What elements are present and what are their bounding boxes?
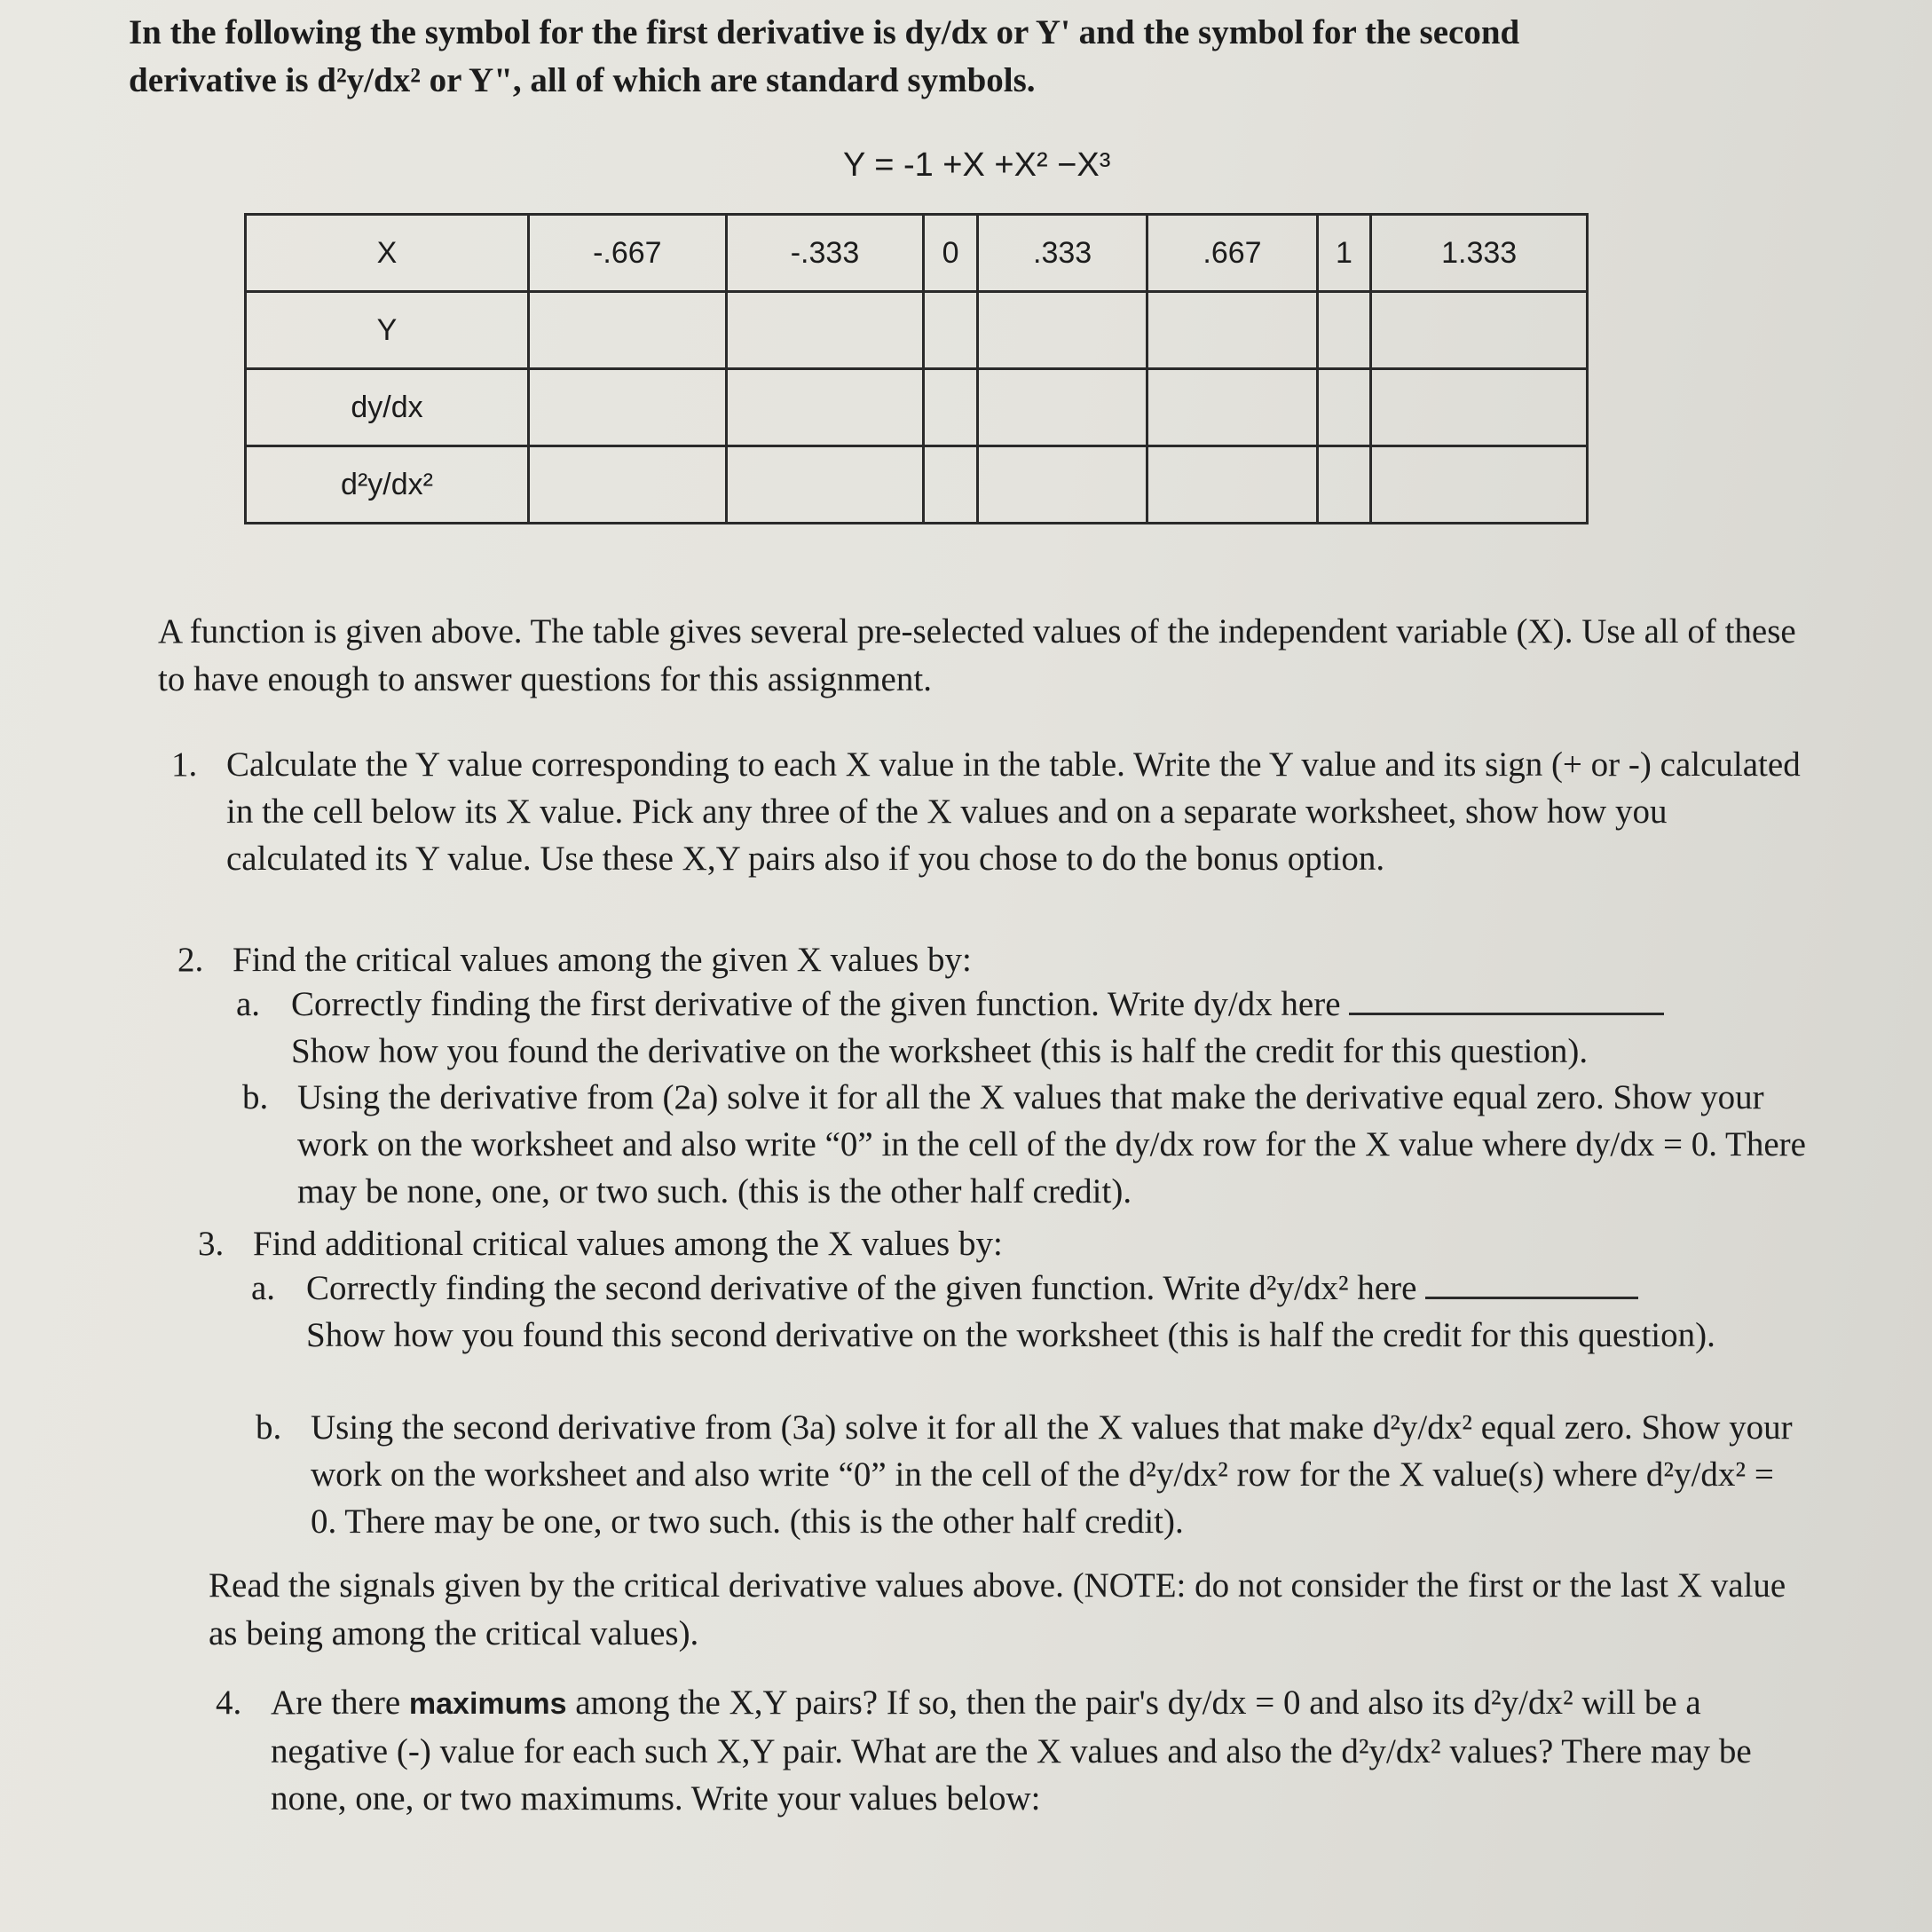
empty-cell[interactable]: [726, 446, 924, 524]
question-3a: [251, 1265, 1806, 1359]
question-number: 4.: [216, 1684, 242, 1722]
x-value-cell: .333: [977, 215, 1147, 292]
x-value-cell: -.333: [726, 215, 924, 292]
question-3b: [256, 1404, 1802, 1545]
sub-label: a.: [251, 1269, 276, 1307]
question-number: 2.: [177, 941, 204, 979]
empty-cell[interactable]: [977, 369, 1147, 446]
empty-cell[interactable]: [726, 369, 924, 446]
intro-line-2: derivative is d²y/dx² or Y", all of which are standard symbols.: [129, 61, 1036, 99]
empty-cell[interactable]: [529, 292, 727, 369]
empty-cell[interactable]: [924, 292, 978, 369]
question-2b: [242, 1074, 1806, 1215]
instructions-paragraph: A function is given above. The table gives several pre-selected values of the independent variable (X). Use all of these to have enough to answer questions for this assignment.: [158, 612, 1796, 698]
empty-cell[interactable]: [977, 292, 1147, 369]
row-label-d2ydx2: d²y/dx²: [246, 446, 529, 524]
question-2a: [236, 981, 1818, 1075]
question-text: Using the second derivative from (3a) solve it for all the X values that make d²y/dx² equal zero. Show your work on the worksheet and also write “0” in the cell of the d²y/dx² row for the X value(s) where d²y/dx² = 0. There may be one, or two such. (this is the other half credit).: [311, 1408, 1793, 1541]
question-text: Find the critical values among the given X values by:: [233, 941, 972, 979]
empty-cell[interactable]: [924, 369, 978, 446]
question-text-pre: Are there: [271, 1684, 401, 1722]
sub-label: b.: [242, 1078, 269, 1116]
question-2: [177, 936, 1821, 983]
question-text-2: Show how you found the derivative on the worksheet (this is half the credit for this question).: [291, 1032, 1589, 1070]
empty-cell[interactable]: [529, 446, 727, 524]
x-value-cell: 1.333: [1371, 215, 1588, 292]
sub-label: b.: [256, 1408, 282, 1447]
empty-cell[interactable]: [1371, 446, 1588, 524]
empty-cell[interactable]: [529, 369, 727, 446]
table-row-d2ydx2: [246, 446, 1588, 524]
empty-cell[interactable]: [726, 292, 924, 369]
empty-cell[interactable]: [1147, 369, 1317, 446]
empty-cell[interactable]: [1317, 369, 1371, 446]
question-text: Calculate the Y value corresponding to each X value in the table. Write the Y value and its sign (+ or -) calculated in the cell below its X value. Pick any three of the X values and on a separate worksheet, show how you calculated its Y value. Use these X,Y pairs also if you chose to do the bonus option.: [226, 745, 1801, 878]
x-value-cell: .667: [1147, 215, 1317, 292]
empty-cell[interactable]: [1371, 292, 1588, 369]
empty-cell[interactable]: [924, 446, 978, 524]
row-label-y: Y: [246, 292, 529, 369]
table-row-dydx: [246, 369, 1588, 446]
question-text: Correctly finding the second derivative of the given function. Write d²y/dx² here: [306, 1269, 1417, 1307]
row-label-dydx: dy/dx: [246, 369, 529, 446]
intro-line-1: In the following the symbol for the first derivative is dy/dx or Y' and the symbol for the second: [129, 13, 1520, 51]
dydx-answer-blank[interactable]: [1349, 1013, 1664, 1015]
empty-cell[interactable]: [1317, 292, 1371, 369]
empty-cell[interactable]: [1147, 292, 1317, 369]
maximums-word: maximums: [408, 1687, 567, 1721]
question-number: 1.: [171, 745, 198, 784]
empty-cell[interactable]: [1147, 446, 1317, 524]
x-value-cell: 0: [924, 215, 978, 292]
question-text: Correctly finding the first derivative of the given function. Write dy/dx here: [291, 985, 1341, 1023]
table-row-x: [246, 215, 1588, 292]
row-label-x: X: [246, 215, 529, 292]
question-text: among the X,Y pairs? If so, then the pair's dy/dx = 0 and also its d²y/dx² will be a negative (-) value for each such X,Y pair. What are the X values and also the d²y/dx² values? There may be none, one, or two maximums. Write your values below:: [271, 1684, 1752, 1818]
empty-cell[interactable]: [977, 446, 1147, 524]
x-value-cell: 1: [1317, 215, 1371, 292]
question-text: Find additional critical values among the X values by:: [253, 1225, 1003, 1263]
sub-label: a.: [236, 985, 261, 1023]
question-1: [171, 741, 1806, 882]
d2ydx2-answer-blank[interactable]: [1425, 1297, 1638, 1299]
question-number: 3.: [198, 1225, 225, 1263]
question-4: [216, 1679, 1779, 1822]
empty-cell[interactable]: [1371, 369, 1588, 446]
x-value-cell: -.667: [529, 215, 727, 292]
function-equation: Y = -1 +X +X² −X³: [843, 146, 1111, 184]
intro-text: [129, 9, 1708, 105]
question-3: [198, 1220, 1806, 1267]
question-text: Using the derivative from (2a) solve it for all the X values that make the derivative equal zero. Show your work on the worksheet and also write “0” in the cell of the dy/dx row for the X value where dy/dx = 0. There may be none, one, or two such. (this is the other half credit).: [297, 1078, 1806, 1210]
read-signals-note: Read the signals given by the critical derivative values above. (NOTE: do not consider the first or the last X value as being among the critical values).: [209, 1566, 1786, 1652]
values-table: [244, 213, 1589, 524]
table-row-y: [246, 292, 1588, 369]
empty-cell[interactable]: [1317, 446, 1371, 524]
question-text-2: Show how you found this second derivative on the worksheet (this is half the credit for this question).: [306, 1316, 1715, 1354]
